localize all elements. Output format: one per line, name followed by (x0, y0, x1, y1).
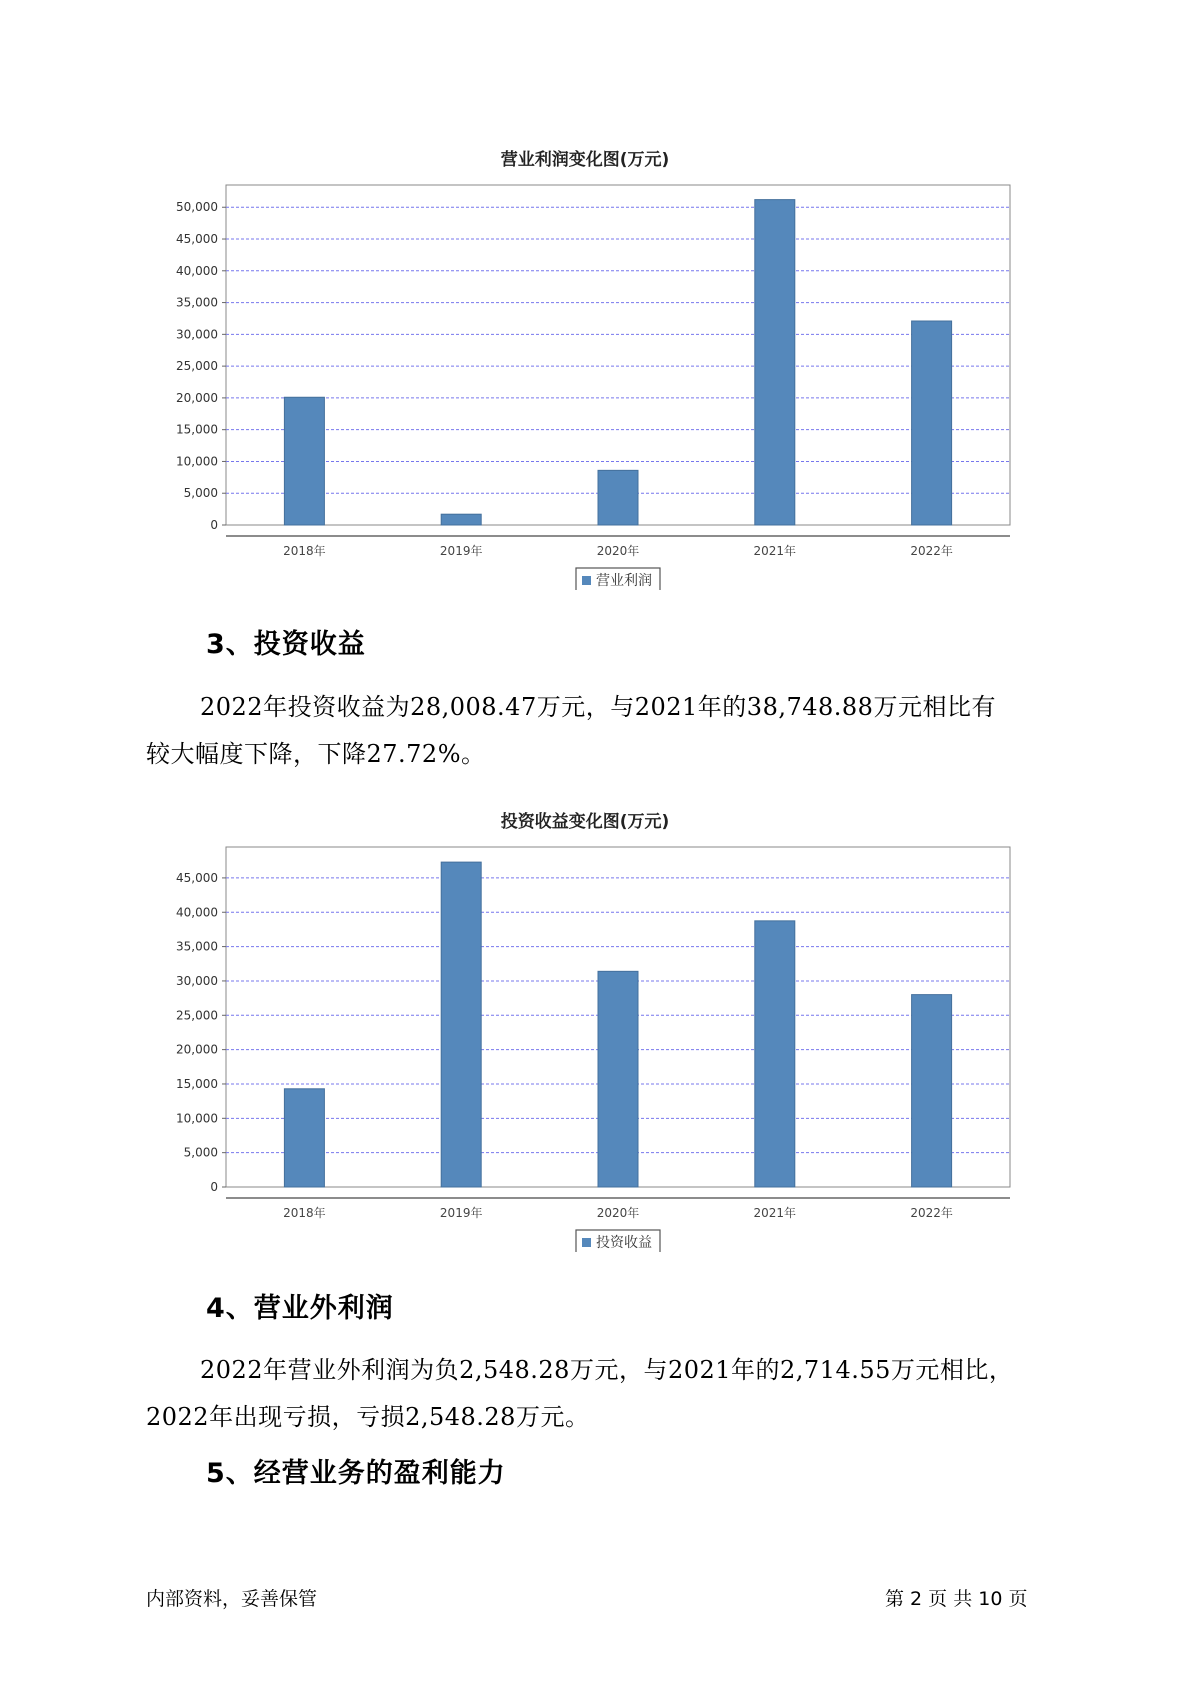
bar (755, 921, 795, 1187)
legend-label: 投资收益 (596, 1235, 652, 1251)
y-tick-label: 30,000 (176, 973, 218, 988)
y-tick-label: 10,000 (176, 1111, 218, 1126)
y-tick-label: 0 (210, 1180, 218, 1194)
bar (912, 995, 952, 1187)
x-tick-label: 2021年 (753, 544, 797, 558)
section-5-heading: 5、经营业务的盈利能力 (206, 1458, 506, 1489)
bar (441, 862, 481, 1187)
y-tick-label: 0 (210, 518, 218, 532)
y-tick-label: 30,000 (176, 327, 218, 342)
y-tick-label: 40,000 (176, 905, 218, 920)
section-3-line-1: 2022年投资收益为28,008.47万元，与2021年的38,748.88万元相比有 (200, 693, 996, 721)
bar (598, 971, 638, 1187)
legend-swatch (582, 1238, 591, 1247)
y-tick-label: 45,000 (176, 232, 218, 247)
footer-left: 内部资料，妥善保管 (146, 1588, 318, 1610)
x-tick-label: 2018年 (283, 544, 326, 558)
x-tick-label: 2020年 (596, 1206, 640, 1220)
section-4-heading: 4、营业外利润 (206, 1293, 394, 1324)
bar (598, 470, 638, 525)
legend (576, 568, 660, 590)
x-tick-label: 2022年 (910, 544, 953, 558)
investment-income-chart (150, 802, 1020, 1252)
y-tick-label: 20,000 (176, 390, 218, 405)
section-3-heading: 3、投资收益 (206, 629, 366, 660)
x-tick-label: 2020年 (596, 544, 640, 558)
legend-swatch (582, 576, 591, 585)
x-tick-label: 2021年 (753, 1206, 797, 1220)
chart-svg (150, 140, 1020, 590)
section-4-line-1: 2022年营业外利润为负2,548.28万元，与2021年的2,714.55万元相比， (200, 1356, 1014, 1384)
legend (576, 1230, 660, 1252)
y-tick-label: 35,000 (176, 295, 218, 310)
y-tick-label: 25,000 (176, 1008, 218, 1023)
x-tick-label: 2018年 (283, 1206, 326, 1220)
x-tick-label: 2019年 (439, 544, 483, 558)
y-tick-label: 35,000 (176, 939, 218, 954)
y-tick-label: 5,000 (183, 1145, 218, 1160)
section-4-line-2: 2022年出现亏损，亏损2,548.28万元。 (146, 1403, 590, 1431)
section-4-paragraph (146, 1347, 1046, 1441)
y-tick-label: 25,000 (176, 359, 218, 374)
y-tick-label: 45,000 (176, 870, 218, 885)
y-tick-label: 50,000 (176, 200, 218, 215)
bar (912, 321, 952, 525)
chart-title: 投资收益变化图(万元) (500, 812, 670, 832)
footer-page-number: 第 2 页 共 10 页 (885, 1588, 1028, 1610)
bar (755, 200, 795, 525)
y-tick-label: 10,000 (176, 454, 218, 469)
y-tick-label: 40,000 (176, 263, 218, 278)
bar (284, 397, 324, 525)
chart-title: 营业利润变化图(万元) (500, 150, 670, 170)
chart-svg (150, 802, 1020, 1252)
y-tick-label: 20,000 (176, 1042, 218, 1057)
y-tick-label: 15,000 (176, 422, 218, 437)
y-tick-label: 15,000 (176, 1076, 218, 1091)
y-tick-label: 5,000 (183, 486, 218, 501)
bar (441, 514, 481, 525)
section-3-paragraph (146, 684, 1046, 778)
operating-profit-chart (150, 140, 1020, 590)
x-tick-label: 2022年 (910, 1206, 953, 1220)
bar (284, 1089, 324, 1187)
section-3-line-2: 较大幅度下降，下降27.72%。 (146, 740, 486, 768)
x-tick-label: 2019年 (439, 1206, 483, 1220)
legend-label: 营业利润 (596, 573, 652, 589)
